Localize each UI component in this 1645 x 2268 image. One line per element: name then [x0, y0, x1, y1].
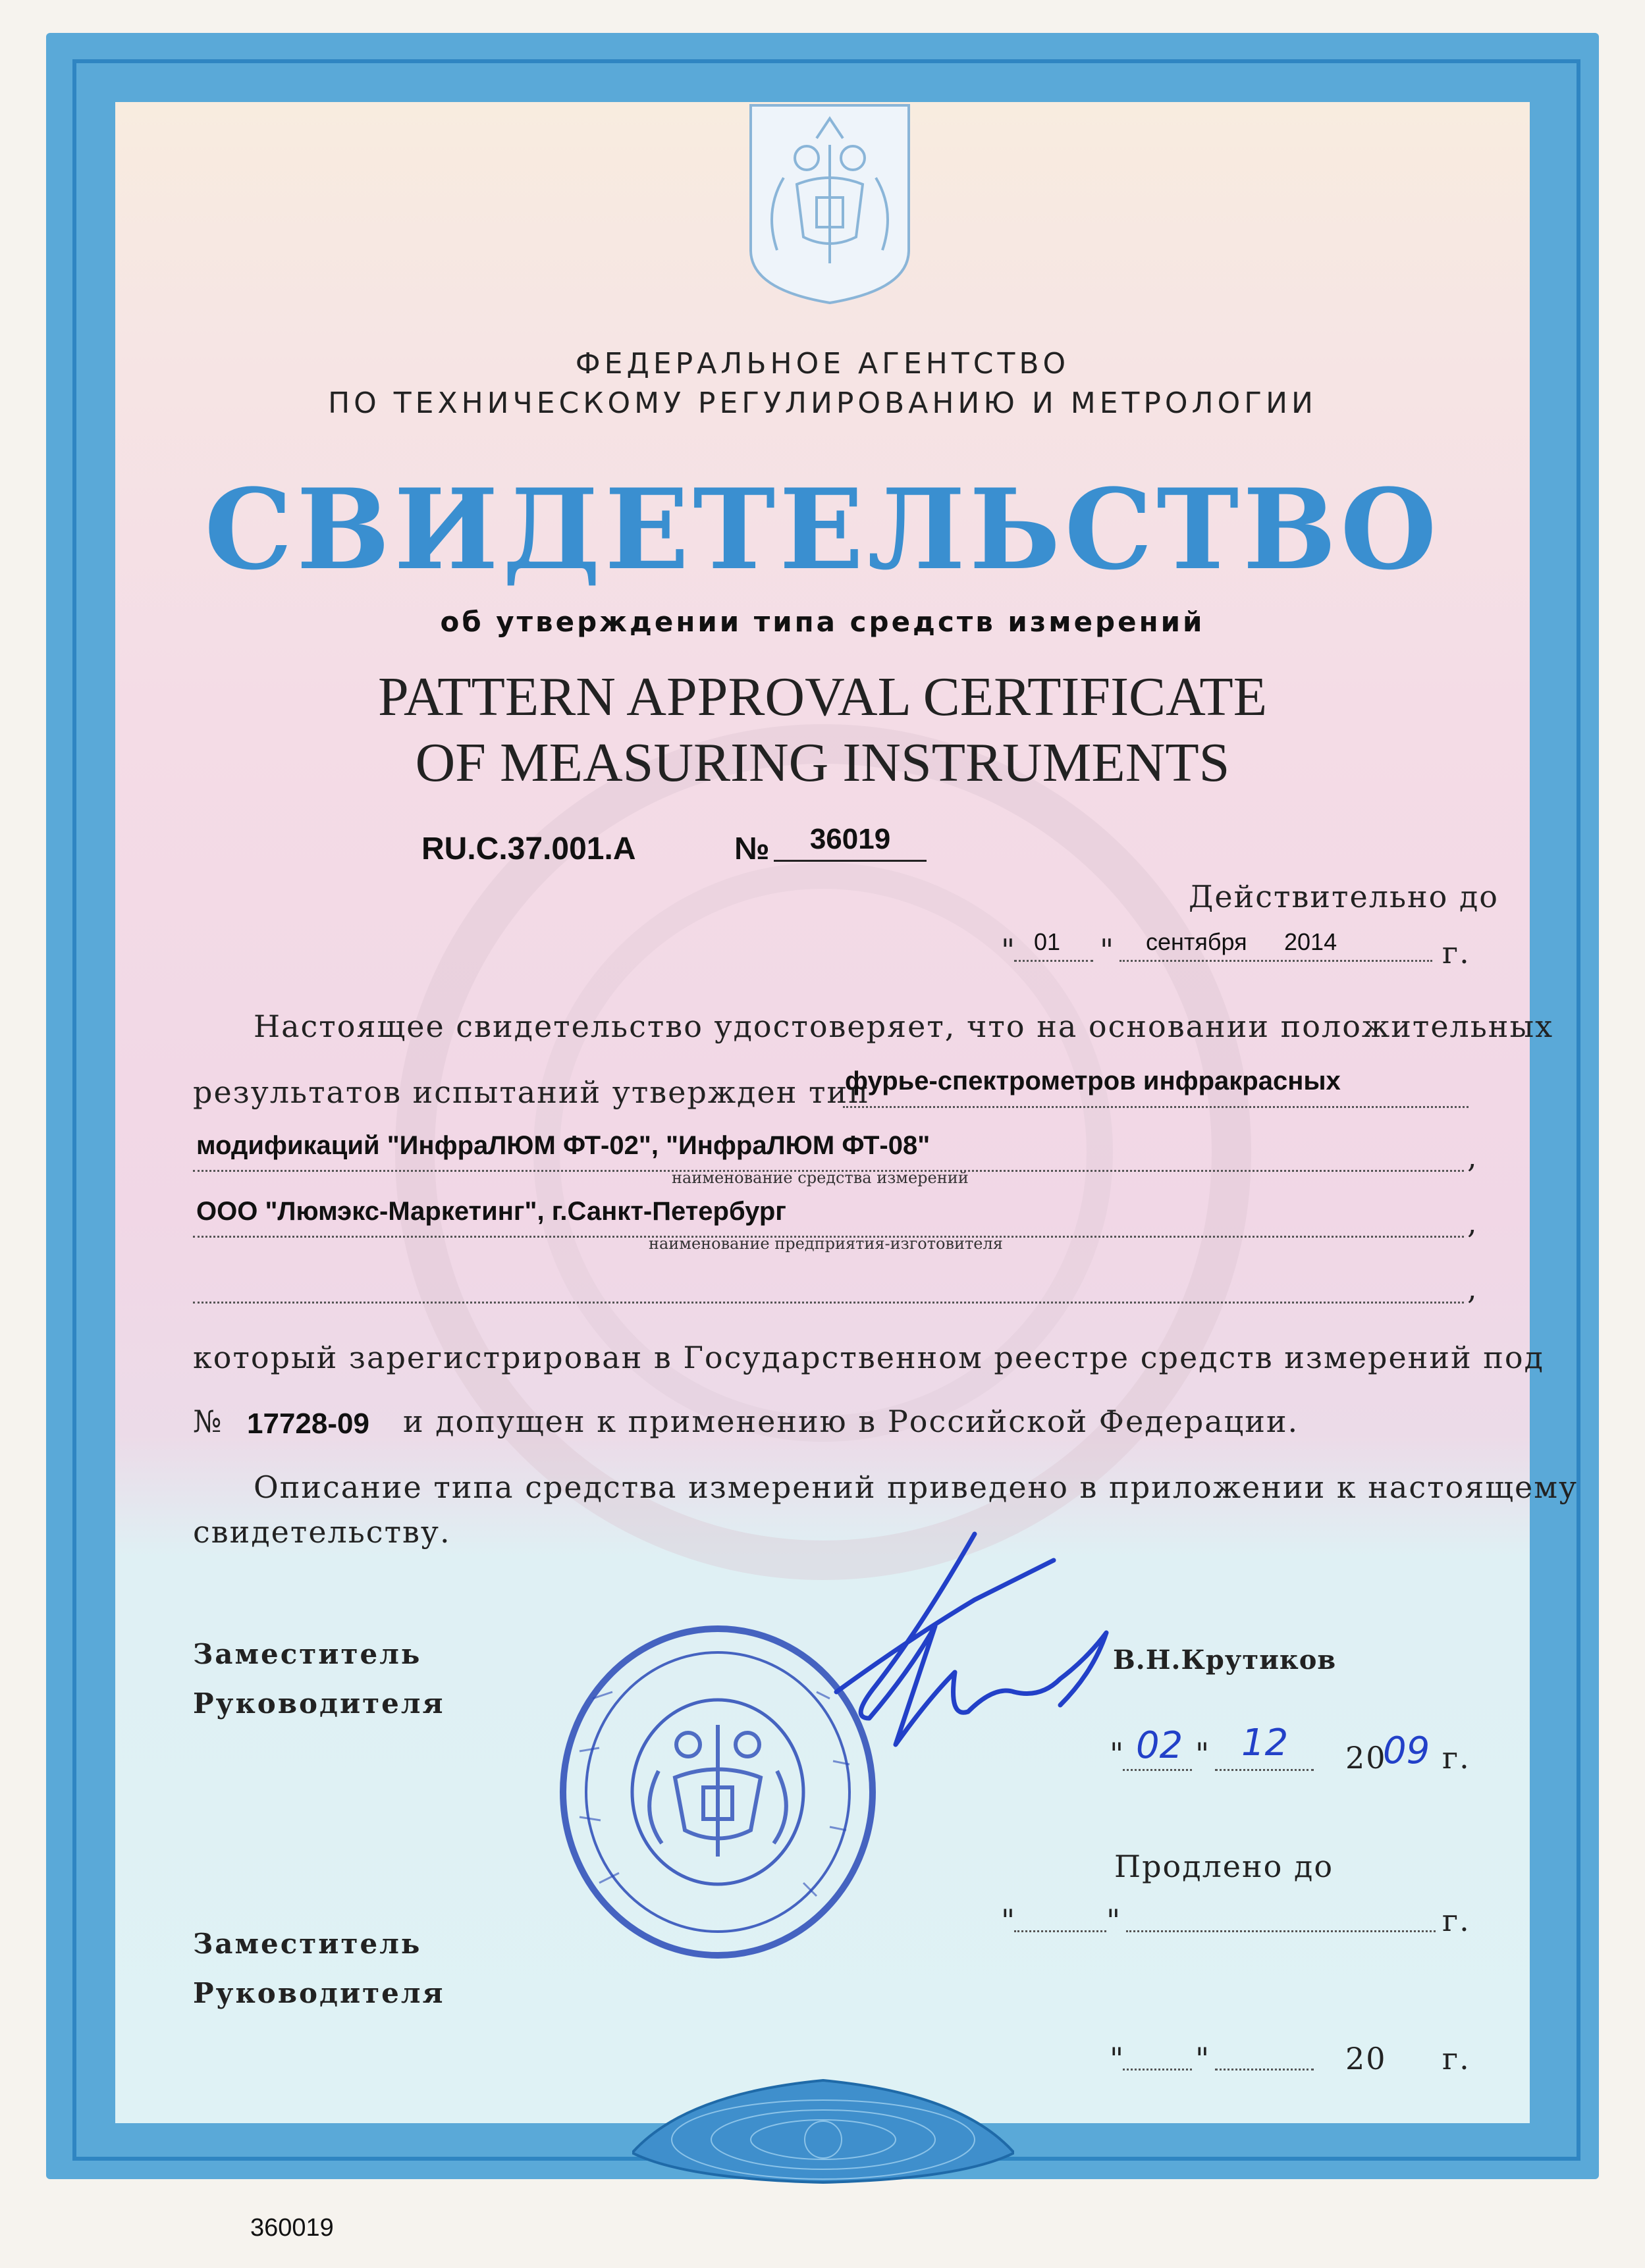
handwritten-signature — [777, 1521, 1146, 1824]
agency-name-line1: ФЕДЕРАЛЬНОЕ АГЕНТСТВО — [575, 347, 1070, 381]
number-label: № — [734, 831, 770, 866]
registry-suffix: и допущен к применению в Российской Федерации. — [403, 1404, 1299, 1439]
signature-date-year-prefix: 20 — [1345, 1740, 1387, 1776]
certificate-subtitle: об утверждении типа средств измерений — [440, 606, 1205, 638]
english-title-line1: PATTERN APPROVAL CERTIFICATE — [377, 666, 1268, 727]
second-signatory-role-line1: Заместитель — [193, 1928, 422, 1960]
signature-date-year-suffix: 09 — [1383, 1729, 1430, 1772]
second-date-year-unit: г. — [1442, 2041, 1470, 2076]
instrument-name-line1: фурье-спектрометров инфракрасных — [845, 1067, 1341, 1095]
extension-year-unit: г. — [1442, 1903, 1470, 1938]
manufacturer-caption: наименование предприятия-изготовителя — [649, 1234, 1003, 1253]
validity-date: " 01 " сентября 2014 г. — [1001, 928, 1470, 970]
second-signature-date: " " 20 г. — [1110, 2041, 1470, 2076]
signature-date-month: 12 — [1241, 1722, 1289, 1764]
validity-year: 2014 — [1284, 928, 1337, 955]
agency-name-line2: ПО ТЕХНИЧЕСКОМУ РЕГУЛИРОВАНИЮ И МЕТРОЛОГИИ — [328, 386, 1317, 420]
description-line1: Описание типа средства измерений приведено в приложении к настоящему — [254, 1469, 1578, 1505]
signatory-role-line1: Заместитель — [193, 1638, 422, 1670]
signature-date-year-unit: г. — [1442, 1740, 1470, 1776]
second-date-year-prefix: 20 — [1345, 2041, 1387, 2076]
validity-year-suffix: г. — [1442, 935, 1470, 970]
serial-number: 360019 — [250, 2214, 334, 2242]
body-line1: Настоящее свидетельство удостоверяет, что на основании положительных — [254, 1009, 1554, 1044]
registry-number-label: № — [193, 1404, 223, 1439]
validity-label: Действительно до — [1189, 879, 1499, 914]
decorative-rosette — [632, 2067, 1014, 2186]
extension-label: Продлено до — [1114, 1849, 1334, 1884]
instrument-caption: наименование средства измерений — [672, 1169, 969, 1187]
description-line2: свидетельству. — [193, 1514, 451, 1550]
instrument-name-line2: модификаций "ИнфраЛЮМ ФТ-02", "ИнфраЛЮМ ФТ-08" — [196, 1131, 930, 1160]
registry-number: 17728-09 — [247, 1408, 369, 1440]
coat-of-arms-icon — [744, 99, 915, 309]
certificate-code: RU.C.37.001.A — [421, 831, 636, 866]
certificate-number: 36019 — [774, 823, 927, 862]
signature-date-day: 02 — [1136, 1724, 1183, 1767]
signature-date: " 02 " 12 20 09 г. — [1110, 1722, 1470, 1776]
manufacturer-name: ООО "Люмэкс-Маркетинг", г.Санкт-Петербург — [196, 1197, 786, 1226]
second-signatory-role-line2: Руководителя — [193, 1977, 445, 2009]
body-line2-prefix: результатов испытаний утвержден тип — [193, 1074, 870, 1110]
signatory-name: В.Н.Крутиков — [1113, 1645, 1337, 1675]
english-title-line2: OF MEASURING INSTRUMENTS — [415, 732, 1230, 793]
validity-month: сентября — [1146, 928, 1247, 955]
registry-line: который зарегистрирован в Государственном реестре средств измерений под — [193, 1340, 1544, 1375]
validity-day: 01 — [1034, 928, 1061, 955]
extension-date: " " г. — [1001, 1903, 1470, 1938]
signatory-role-line2: Руководителя — [193, 1687, 445, 1720]
certificate-title: СВИДЕТЕЛЬСТВО — [204, 464, 1441, 594]
